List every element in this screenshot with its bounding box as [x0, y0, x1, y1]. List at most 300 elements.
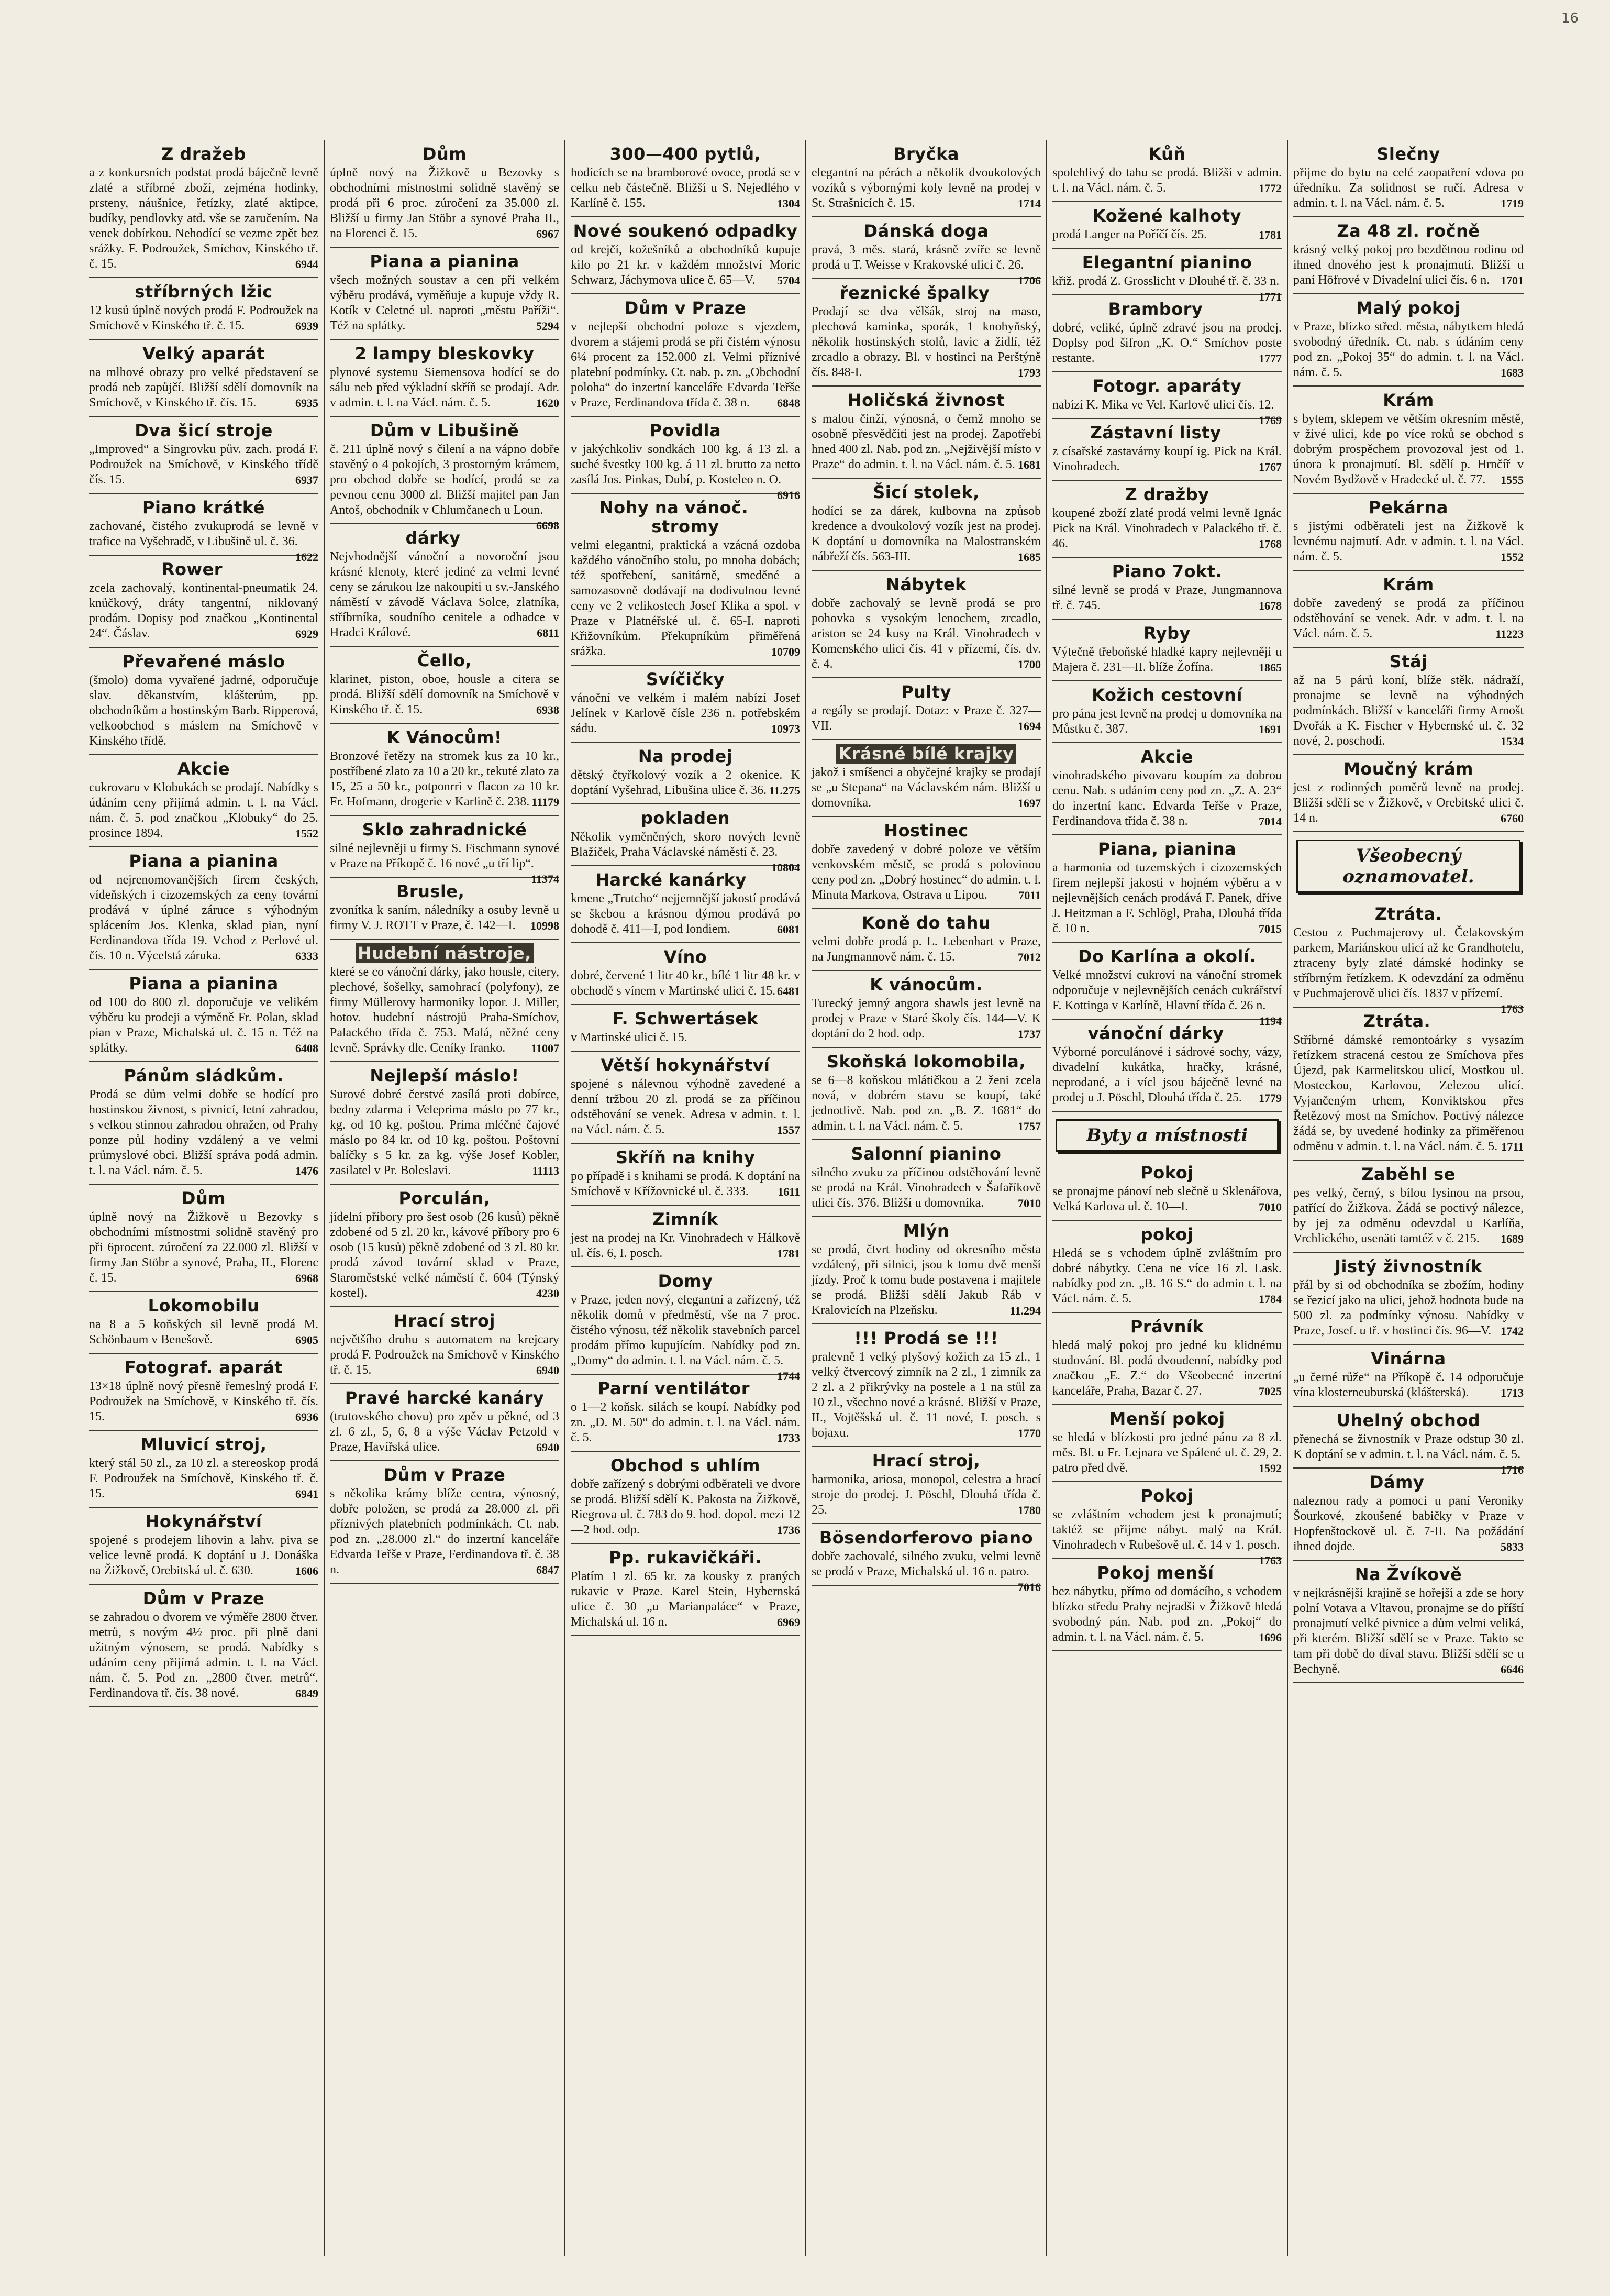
- ad-title: pokladen: [640, 808, 730, 828]
- classified-ad: [330, 417, 559, 532]
- classified-ad: [330, 1384, 559, 1461]
- ad-text: křiž. prodá Z. Grosslicht v Dlouhé tř. č. 33 n. 1771: [1052, 274, 1282, 303]
- ad-title: 2 lampy bleskovky: [354, 344, 535, 363]
- classified-ad: [571, 804, 800, 874]
- classified-ad: [1052, 620, 1282, 681]
- ad-text: až na 5 párů koní, blíže stěk. nádraží, pronajme se levně na výhodných podmínkách. Bližší v kanceláři firmy Arnošt Dvořák a K. Fischer v Hybernské ul. č. 32 nové, 2. poschodí. 1534: [1293, 674, 1524, 748]
- ad-text: zachované, čistého zvukuprodá se levně v trafice na Vyšehradě, v Libušině ul. č. 36. 1622: [89, 520, 318, 564]
- ad-title: Koně do tahu: [861, 913, 991, 933]
- ad-text: Výborné porculánové i sádrové sochy, vázy, divadelní kukátka, hračky, krásné, neprodané, a i vícl jsou báječně levné na prodej u J. Pöschl, Dlouhá třída č. 25. 1779: [1052, 1045, 1282, 1105]
- classified-ad: [812, 971, 1041, 1048]
- ad-number: 1781: [777, 1247, 800, 1260]
- ad-number: 11179: [531, 796, 559, 809]
- classified-ad: [1052, 1020, 1282, 1112]
- ad-number: 1694: [1018, 720, 1041, 733]
- ad-number: 1763: [1501, 1002, 1524, 1015]
- classified-ad: [812, 279, 1041, 387]
- classified-ad: [571, 666, 800, 743]
- ad-text: naleznou rady a pomoci u paní Veroniky Šourkové, zkoušené babičky v Praze v Hopfenštockově ul. č. 7-II. Na požádání ihned dojde. 5833: [1293, 1494, 1524, 1553]
- ad-number: 1701: [1501, 274, 1524, 287]
- ad-text: silné nejlevněji u firmy S. Fischmann synové v Praze na Příkopě č. 16 nové „u tří lip“. 11374: [330, 842, 559, 886]
- classified-ad: [1293, 571, 1524, 648]
- classified-ad: [89, 1508, 318, 1585]
- ad-number: 10998: [530, 919, 559, 932]
- ad-number: 1716: [1501, 1463, 1524, 1476]
- ad-title: Na Žvíkově: [1354, 1564, 1462, 1584]
- ad-text: největšího druhu s automatem na krejcary prodá F. Podroužek na Smíchově v Kinského tř. č. 15. 6940: [330, 1333, 559, 1377]
- classified-ad: [1293, 1469, 1524, 1561]
- ad-number: 1555: [1501, 473, 1524, 487]
- classified-ad: [812, 479, 1041, 571]
- classified-ad: [1293, 755, 1524, 832]
- ad-title: Za 48 zl. ročně: [1337, 221, 1480, 241]
- ad-title: Piano krátké: [142, 498, 265, 517]
- ad-title: Fotograf. aparát: [124, 1357, 283, 1377]
- column-1: [84, 140, 325, 2256]
- ad-title: Elegantní pianino: [1082, 252, 1252, 272]
- ad-title: Větší hokynářství: [601, 1055, 770, 1075]
- ad-number: 1769: [1259, 414, 1282, 427]
- ad-title: Bryčka: [893, 144, 959, 164]
- ad-text: se pronajme pánoví neb slečně u Sklenářova, Velká Karlova ul. č. 10—I. 7010: [1052, 1185, 1282, 1213]
- classified-ad: [330, 816, 559, 886]
- ad-title: Pekárna: [1369, 498, 1448, 517]
- ad-number: 6935: [295, 396, 318, 410]
- ad-number: 1620: [536, 396, 559, 410]
- classified-ad: [812, 571, 1041, 678]
- ad-title: Malý pokoj: [1356, 298, 1461, 318]
- classified-ad: [1052, 1313, 1282, 1405]
- classified-ad: [571, 1452, 800, 1544]
- ad-title: Svíčičky: [646, 669, 725, 689]
- column-4: [806, 140, 1047, 2256]
- ad-title: Piano 7okt.: [1112, 561, 1223, 581]
- ad-title: Pravé harcké kanáry: [345, 1388, 545, 1408]
- ad-text: harmonika, ariosa, monopol, celestra a hrací stroje do prodej. J. Pöschl, Dlouhá třída č. 25. 1780: [812, 1473, 1041, 1517]
- ad-title: Domy: [658, 1271, 713, 1291]
- ad-text: se zahradou o dvorem ve výměře 2800 čtver. metrů, s novým 4½ proc. při plně dani užitným výnosem, se prodá. Nabídky s udáním ceny přijímá admin. t. l. na Václ. nám. č. 5. Pod zn. „2800 čtver. metrů“. Ferdinandova tř. čís. 38 nové. 6849: [89, 1610, 318, 1700]
- ad-number: 1711: [1501, 1140, 1524, 1153]
- ad-title: Pp. rukavičkáři.: [609, 1548, 762, 1568]
- ad-title: Převařené máslo: [122, 652, 285, 671]
- column-5: [1047, 140, 1288, 2256]
- ad-number: 11.294: [1009, 1304, 1041, 1317]
- ad-number: 1713: [1501, 1386, 1524, 1399]
- ad-number: 7012: [1018, 951, 1041, 964]
- ad-text: 12 kusů úplně nových prodá F. Podroužek na Smíchově v Kinského tř. č. 15. 6939: [89, 304, 318, 333]
- classified-ad: [89, 556, 318, 648]
- ad-title: Zástavní listy: [1090, 423, 1222, 443]
- ad-title: Dámy: [1369, 1472, 1425, 1492]
- ad-number: 6760: [1501, 812, 1524, 825]
- ad-title: Dva šicí stroje: [135, 421, 273, 440]
- ad-number: 1611: [778, 1185, 800, 1198]
- classified-ad: [1052, 558, 1282, 620]
- ad-text: se hledá v blízkosti pro jedné pánu za 8 zl. měs. Bl. u Fr. Lejnara ve Spálené ul. č. 29, 2. patro před dvě. 1592: [1052, 1431, 1282, 1475]
- ad-text: kmene „Trutcho“ nejjemnější jakostí prodává se škebou a krásnou dýmou prodává po dohodě č. 411—I, pod londiem. 6081: [571, 892, 800, 936]
- ad-text: zvonítka k saním, náledníky a osuby levně u firmy V. J. ROTT v Praze, č. 142—I. 10998: [330, 903, 559, 932]
- ad-title: Ztráta.: [1363, 1011, 1431, 1031]
- ad-text: spolehlivý do tahu se prodá. Bližší v admin. t. l. na Václ. nám. č. 5. 1772: [1052, 166, 1282, 195]
- classified-ad: [812, 1217, 1041, 1324]
- ad-text: na mlhové obrazy pro velké představení se prodá neb zapůjčí. Bližší sdělí domovník na Smíchově, v Kinského tř. čís. 15. 6935: [89, 366, 318, 410]
- ad-title: Stáj: [1389, 652, 1428, 671]
- classified-columns: [84, 140, 1529, 2256]
- ad-text: dobře zachovalé, silného zvuku, velmi levně se prodá v Praze, Michalská ul. 16 n. patro. 7016: [812, 1550, 1041, 1594]
- ad-title: Pokoj: [1140, 1486, 1194, 1506]
- ad-text: od krejčí, kožešníků a obchodníků kupuje kilo po 21 kr. v každém množství Moric Schwarz, Jáchymova ulice č. 65—V. 5704: [571, 243, 800, 287]
- ad-number: 1780: [1018, 1504, 1041, 1517]
- classified-ad: [571, 943, 800, 1005]
- ad-number: 6944: [295, 258, 318, 271]
- classified-ad: [1293, 1253, 1524, 1345]
- ad-number: 1476: [295, 1164, 318, 1177]
- ad-title: Do Karlína a okolí.: [1078, 946, 1257, 966]
- classified-ad: [812, 909, 1041, 971]
- ad-title: Piana a pianina: [370, 251, 519, 271]
- ad-text: se prodá, čtvrt hodiny od okresního města vzdálený, při silnici, jsou k tomu dvě menší jízdy. Proč k tomu bude postavena i majitele se prodá. Bližší sdělí Jakub Ráb v Kralovicích na Plzeňsku. 11.294: [812, 1243, 1041, 1317]
- ad-text: jest na prodej na Kr. Vinohradech v Hálkově ul. čís. 6, I. posch. 1781: [571, 1231, 800, 1260]
- classified-ad: [89, 847, 318, 970]
- ad-text: dobře zachovalý se levně prodá se pro pohovka s vysokým lenochem, zrcadlo, ariston se 24 kusy na Král. Vinohradech v Komenského ulici čís. 41 v přízemí, čís. dv. č. 4. 1700: [812, 597, 1041, 671]
- ad-title: Akcie: [1140, 747, 1194, 767]
- classified-ad: [1052, 1482, 1282, 1567]
- classified-ad: [1052, 743, 1282, 835]
- classified-ad: [1052, 202, 1282, 249]
- ad-text: krásný velký pokoj pro bezdětnou rodinu od ihned dnového jest k pronajmutí. Bližší u paní Höfrové v Divadelní ulici čís. 6 n. 1701: [1293, 243, 1524, 287]
- classified-ad: [1052, 249, 1282, 303]
- classified-ad: [812, 740, 1041, 817]
- ad-number: 6646: [1501, 1663, 1524, 1676]
- ad-title: Dům v Libušině: [370, 421, 519, 440]
- ad-number: 5294: [536, 319, 559, 333]
- ad-number: 6929: [295, 627, 318, 641]
- ad-title: Slečny: [1376, 144, 1440, 164]
- ad-title: Krásné bílé krajky: [812, 744, 1041, 763]
- ad-text: v nejkrásnější krajině se hořejší a zde se hory polní Votava a Vltavou, pronajme se do příští pronajmutí velké pivnice a dům velmi veliká, při kterém. Bližší sdělí se v Praze. Takto se tam při době do díval stavu. Bližší sdělí se u Bechyně. 6646: [1293, 1586, 1524, 1676]
- ad-title: K vánocům.: [870, 975, 983, 995]
- ad-text: velmi elegantní, praktická a vzácná ozdoba každého vánočního stolu, po mnoha dobách; též spotřebení, sanitárně, smeděné a samozasovně dodávají na dodivulnou levné ceny ve 2 velikostech Josef Klika a spol. v Praze v Platnéřské ul. č. 65-I. naproti Křižovníkům. Překupníkům přiměřená srážka. 10709: [571, 538, 800, 658]
- ad-text: se 6—8 koňskou mlátičkou a 2 ženi zcela nová, v dobrém stavu se koupí, také jednotlivě. Nab. pod zn. „B. Z. 1681“ do admin. t. l. na Václ. nám. č. 5. 1757: [812, 1074, 1041, 1133]
- ad-text: v Praze, blízko střed. města, nábytkem hledá svobodný úředník. Ct. nab. s údáním ceny pod zn. „Pokoj 35“ do admin. t. l. na Václ. nám. č. 5. 1683: [1293, 320, 1524, 379]
- ad-number: 1557: [777, 1123, 800, 1136]
- ad-number: 6849: [295, 1687, 318, 1700]
- ad-number: 1683: [1501, 366, 1524, 379]
- ad-title: Z dražby: [1125, 484, 1209, 504]
- ad-number: 6408: [295, 1042, 318, 1055]
- ad-number: 6938: [536, 703, 559, 716]
- ad-text: „u černé růže“ na Příkopě č. 14 odporučuje vína klosterneuburská (klášterská). 1713: [1293, 1371, 1524, 1399]
- ad-title: Dům v Praze: [383, 1465, 506, 1485]
- ad-number: 1194: [1259, 1014, 1282, 1028]
- ad-number: 1700: [1018, 658, 1041, 671]
- ad-title: Pánům sládkům.: [124, 1066, 284, 1086]
- ad-number: 1737: [1018, 1028, 1041, 1041]
- ad-number: 11113: [532, 1164, 559, 1177]
- ad-text: s bytem, sklepem ve větším okresním městě, v živé ulici, kde po více roků se obchod s dobrým prospěchem provozoval jest od 1. února k pronajmutí. Bl. sdělí p. Hrnčíř v Novém Bydžově v Hradecké ul. č. 77. 1555: [1293, 412, 1524, 487]
- ad-title: Krám: [1383, 390, 1434, 410]
- ad-title: Brusle,: [396, 881, 465, 901]
- ad-text: a z konkursních podstat prodá báječně levně zlaté a stříbrné zboží, zejména hodinky, prsteny, náušnice, řetízky, zlaté aktipce, budíky, pendlovky atd. vše se zaručením. Na venek dobírkou. Nehodící se vezme zpět bez srážky. F. Podroužek, Smíchov, Kinského tř. č. 15. 6944: [89, 166, 318, 271]
- classified-ad: [1052, 835, 1282, 943]
- classified-ad: [1293, 1407, 1524, 1476]
- classified-ad: [1293, 1345, 1524, 1407]
- ad-title: Mlýn: [903, 1221, 950, 1241]
- ad-number: 10973: [771, 722, 800, 735]
- classified-ad: [89, 1585, 318, 1707]
- ad-number: 6081: [777, 923, 800, 936]
- ad-title: Mluvicí stroj,: [140, 1434, 267, 1454]
- ad-title: Pokoj: [1140, 1163, 1194, 1183]
- ad-number: 7010: [1018, 1197, 1041, 1210]
- classified-ad: [330, 1185, 559, 1307]
- ad-text: (šmolo) doma vyvařené jadrné, odporučuje slav. děkanstvím, klášterům, pp. obchodníkům a hostinským Barb. Ripperová, velkoobchod s máslem na Smíchově v Kinského třídě.: [89, 674, 318, 748]
- ad-title: Kožich cestovní: [1092, 685, 1242, 705]
- ad-title: K Vánocům!: [387, 727, 502, 747]
- ad-number: 1552: [295, 827, 318, 840]
- ad-text: s jistými odběrateli jest na Žižkově k levnému najmutí. Adr. v admin. t. l. na Václ. nám. č. 5. 1552: [1293, 520, 1524, 564]
- ad-number: 6940: [536, 1364, 559, 1377]
- classified-ad: [330, 724, 559, 816]
- classified-ad: [330, 1307, 559, 1384]
- ad-title: Víno: [663, 947, 707, 967]
- ad-number: 7015: [1259, 922, 1282, 935]
- column-6: [1288, 140, 1529, 2256]
- ad-text: přál by si od obchodníka se zbožím, hodiny se řezicí jako na ulici, jehož hodnota bude na 500 zl. za podmínky výnosu. Nabídky v Praze, Josef. u tř. v hostinci čís. 96—V. 1742: [1293, 1278, 1524, 1338]
- classified-ad: [1293, 1008, 1524, 1161]
- ad-title: Nové soukenó odpadky: [573, 221, 798, 241]
- ad-number: 1779: [1259, 1091, 1282, 1105]
- ad-number: 7010: [1259, 1200, 1282, 1213]
- ad-title: Hostinec: [884, 821, 969, 841]
- column-2: [325, 140, 565, 2256]
- ad-number: 1742: [1501, 1324, 1524, 1338]
- ad-number: 6916: [777, 489, 800, 502]
- ad-number: 11223: [1495, 627, 1524, 641]
- ad-text: hodící se za dárek, kulbovna na způsob kredence a dvoukolový vozík jest na prodej. K doptání u domovníka na Malostranském nábřeží čís. 563-III. 1685: [812, 504, 1041, 564]
- ad-text: (trutovského chovu) pro zpěv u pěkné, od 3 zl. 6 zl., 5, 6, 8 a výše Václav Petzold v Praze, Havířská ulice. 6940: [330, 1410, 559, 1454]
- ad-number: 6481: [777, 985, 800, 998]
- classified-ad: [330, 140, 559, 248]
- ad-title: Holičská živnost: [847, 390, 1005, 410]
- classified-ad: [1293, 217, 1524, 294]
- ad-text: Turecký jemný angora shawls jest levně na prodej v Praze v Staré školy čís. 144—V. K doptání do 2 hod. odp. 1737: [812, 997, 1041, 1041]
- classified-ad: [1052, 943, 1282, 1028]
- ad-text: s malou činží, výnosná, o čemž mnoho se osobně přesvědčiti jest na prodej. Zapotřebí hned 400 zl. Nab. pod zn. „Nejživější místo v Praze“ do admin. t. l. na Václ. nám. č. 5. 1681: [812, 412, 1041, 471]
- classified-ad: [89, 1354, 318, 1431]
- classified-ad: [1052, 419, 1282, 481]
- ad-text: přenechá se živnostník v Praze odstup 30 zl. K doptání se v admin. t. l. na Václ. nám. č. 5. 1716: [1293, 1432, 1524, 1476]
- ad-number: 1706: [1018, 274, 1041, 287]
- ad-title: Hokynářství: [145, 1511, 262, 1531]
- classified-ad: [571, 217, 800, 294]
- ad-title: Rower: [161, 559, 223, 579]
- ad-number: 1784: [1259, 1293, 1282, 1306]
- ad-number: 7011: [1018, 889, 1041, 902]
- classified-ad: [1052, 1159, 1282, 1221]
- ad-title: dárky: [405, 528, 461, 548]
- ad-text: Cestou z Puchmajerovy ul. Čelakovským parkem, Mariánskou ulicí až ke Grandhotelu, ztraceny byly zlaté dámské hodinky se stříbrným řetízkem. K odevzdání za odměnu v Puchmajerově ulici čís. 1837 v přízemí. 1763: [1293, 926, 1524, 1015]
- ad-number: 1793: [1018, 366, 1041, 379]
- ad-text: jakož i smíšenci a obyčejné krajky se prodají se „u Stepana“ na Václavském nám. Bližší u domovníka. 1697: [812, 766, 1041, 810]
- ad-text: přijme do bytu na celé zaopatření vdova po úředníku. Za solidnost se ručí. Adresa v admin. t. l. na Václ. nám. č. 5. 1719: [1293, 166, 1524, 210]
- ad-title: Zimník: [652, 1209, 718, 1229]
- ad-text: klarinet, piston, oboe, housle a citera se prodá. Bližší sdělí domovník na Smíchově v Kinského tř. č. 15. 6938: [330, 672, 559, 716]
- ad-title: vánoční dárky: [1087, 1023, 1224, 1043]
- ad-text: úplně nový na Žižkově u Bezovky s obchodními místnostmi solidně stavěný se prodá při 6 proc. zúročení za 35.000 zl. Bližší u firmy Jan Stöbr a synové Praha II., na Florenci č. 15. 6967: [330, 166, 559, 240]
- classified-ad: [89, 1431, 318, 1508]
- classified-ad: [1293, 140, 1524, 217]
- ad-title: Akcie: [177, 759, 230, 779]
- section-header-byty: Byty a místnosti: [1056, 1119, 1279, 1152]
- ad-title: Na prodej: [638, 746, 733, 766]
- classified-ad: [1052, 481, 1282, 558]
- ad-text: prodá Langer na Poříčí čís. 25. 1781: [1052, 228, 1282, 241]
- ad-title: Pulty: [901, 682, 951, 702]
- classified-ad: [571, 417, 800, 502]
- ad-number: 1763: [1259, 1554, 1282, 1567]
- classified-ad: [89, 340, 318, 417]
- ad-number: 7025: [1259, 1385, 1282, 1398]
- ad-number: 6698: [536, 519, 559, 532]
- classified-ad: [1052, 1221, 1282, 1313]
- classified-ad: [330, 647, 559, 724]
- classified-ad: [571, 294, 800, 417]
- ad-text: v jakýchkoliv sondkách 100 kg. á 13 zl. a suché švestky 100 kg. á 11 zl. brutto za netto zasílá Jos. Pinkas, Dubí, p. Kosteleo n. O. 6916: [571, 443, 800, 502]
- ad-title: Nábytek: [886, 575, 967, 594]
- ad-number: 1696: [1259, 1631, 1282, 1644]
- ad-text: spojené s prodejem lihovin a lahv. piva se velice levně prodá. K doptání u J. Donáška na Žižkově, Orebitská ul. č. 630. 1606: [89, 1533, 318, 1577]
- ad-number: 6936: [295, 1410, 318, 1423]
- ad-title: Šicí stolek,: [873, 482, 980, 502]
- classified-ad: [1052, 681, 1282, 743]
- ad-title: Obchod s uhlím: [610, 1455, 760, 1475]
- ad-text: spojené s nálevnou výhodně zavedené a denní tržbou 20 zl. prodá se za příčinou odstěhování se venek. Adresa v admin. t. l. na Václ. nám. č. 5. 1557: [571, 1077, 800, 1136]
- ad-number: 1304: [777, 197, 800, 210]
- ad-number: 1681: [1018, 458, 1041, 471]
- ad-title: Lokomobilu: [148, 1296, 260, 1316]
- classified-ad: [1293, 294, 1524, 387]
- classified-ad: [571, 866, 800, 943]
- ad-text: Prodají se dva vělšák, stroj na maso, plechová kaminka, sporák, 1 knohyňský, několik hostinských stolů, lavic a židlí, též zrcadlo a obrazy. Bl. v hostinci na Perštýně čís. 848-I. 1793: [812, 305, 1041, 379]
- ad-text: Prodá se dům velmi dobře se hodící pro hostinskou živnost, s pivnicí, letní zahradou, s velkou stinnou zahradou ohražen, od Prahy ponze půl hodiny vzdálený a ve velmi průmyslové obci. Bližší správa podá admin. t. l. na Václ. nám. č. 5. 1476: [89, 1088, 318, 1177]
- ad-text: velmi dobře prodá p. L. Lebenhart v Praze, na Jungmannově nám. č. 15. 7012: [812, 935, 1041, 964]
- classified-ad: [571, 1206, 800, 1267]
- ad-title: Skříň na knihy: [615, 1147, 756, 1167]
- ad-title: Krám: [1383, 575, 1434, 594]
- ad-title: pokoj: [1140, 1224, 1194, 1244]
- ad-number: 1736: [777, 1524, 800, 1537]
- ad-title: Dánská doga: [863, 221, 989, 241]
- classified-ad: [812, 217, 1041, 287]
- ad-text: nabízí K. Mika ve Vel. Karlově ulici čís. 12. 1769: [1052, 398, 1282, 427]
- ad-number: 7014: [1259, 815, 1282, 828]
- ad-text: jest z rodinných poměrů levně na prodej. Bližší sdělí se v Žižkově, v Orebitské ulici č. 14 n. 6760: [1293, 781, 1524, 825]
- ad-text: od 100 do 800 zl. doporučuje ve velikém výběru ku prodeji a výměně Fr. Polan, sklad pian v Praze, Michalská ul. č. 15 n. Též na splátky. 6408: [89, 996, 318, 1055]
- ad-text: plynové systemu Siemensova hodící se do sálu neb před výkladní skříň se prodají. Adr. v admin. t. l. na Václ. nám. č. 5. 1620: [330, 366, 559, 410]
- ad-text: z císařské zastavárny koupí ig. Pick na Král. Vinohradech. 1767: [1052, 445, 1282, 473]
- ad-number: 11374: [531, 873, 559, 886]
- ad-number: 1691: [1259, 723, 1282, 736]
- ad-title: Porculán,: [398, 1188, 491, 1208]
- classified-ad: [1293, 1161, 1524, 1253]
- ad-text: zcela zachovalý, kontinental-pneumatik 24. knůčkový, dráty tangentní, niklovaný prodám. Dopisy pod značkou „Kontinental 24“. Čáslav. 6929: [89, 581, 318, 641]
- ad-text: Výtečně třeboňské hladké kapry nejlevněji u Majera č. 231—II. blíže Žofína. 1865: [1052, 645, 1282, 674]
- section-header-vseobecny: Všeobecný oznamovatel.: [1296, 840, 1520, 893]
- ad-text: Bronzové řetězy na stromek kus za 10 kr., postříbené zlato za 10 a 20 kr., tekuté zlato za 15, 25 a 50 kr., potponrri v flacon za 10 kr. Fr. Hofmann, drogerie v Karlině č. 238. 11179: [330, 749, 559, 809]
- ad-number: 10709: [771, 645, 800, 658]
- classified-ad: [1052, 372, 1282, 427]
- ad-text: silné levně se prodá v Praze, Jungmannova tř. č. 745. 1678: [1052, 583, 1282, 612]
- ad-text: v Praze, jeden nový, elegantní a zařízený, též několik domů v předměstí, vše na 7 proc. čistého výnosu, též několik stavebních parcel prodám přímo kupujícím. Nabídky pod zn. „Domy“ do admin. t. l. na Václ. nám. č. 5. 1744: [571, 1293, 800, 1383]
- ad-title: Moučný krám: [1343, 759, 1473, 779]
- ad-number: 1777: [1259, 352, 1282, 365]
- column-3: [565, 140, 806, 2256]
- ad-number: 1770: [1018, 1427, 1041, 1440]
- ad-text: Několik vyměněných, skoro nových levně Blažíček, Praha Václavské náměstí č. 23. 10804: [571, 830, 800, 874]
- ad-number: 1771: [1259, 290, 1282, 303]
- ad-number: 6939: [295, 319, 318, 333]
- ad-number: 1772: [1259, 182, 1282, 195]
- ad-number: 5833: [1501, 1540, 1524, 1553]
- classified-ad: [812, 387, 1041, 479]
- ad-title: Ryby: [1143, 623, 1191, 643]
- classified-ad: [330, 878, 559, 940]
- classified-ad: [330, 940, 559, 1062]
- ad-text: od nejrenomovanějších firem českých, vídeňských i cizozemských za ceny tovární prodává v úplné záruce s výhodným splácením Jos. Klenka, sklad pian, nyní Ferdinandova třída 19. Vchod z Perlové ul. čís. 10 n. Výcelstá záruka. 6333: [89, 873, 318, 963]
- ad-number: 1744: [777, 1370, 800, 1383]
- ad-text: Hledá se s vchodem úplně zvláštním pro dobré nábytky. Cena ne více 16 zl. Lask. nabídky pod zn. „B. 16 S.“ do admin t. l. na Václ. nám. č. 5. 1784: [1052, 1246, 1282, 1306]
- ad-number: 1714: [1018, 197, 1041, 210]
- classified-ad: [571, 1144, 800, 1206]
- classified-ad: [571, 1052, 800, 1144]
- ad-text: Stříbrné dámské remontoárky s vysazím řetízkem stracená cestou ze Smíchova přes Újezd, pak Karmelitskou ulicí, Mostkou ul. Mosteckou, Karlovou, Zelezou ulicí. Vyjančeným trhem, Konviktskou přes Řetězový most na Smíchov. Poctivý nálezce žádá se, by uvedené hodinky za přiměřenou odměnu v admin. t. l. na Václ. nám. č. 5. 1711: [1293, 1033, 1524, 1153]
- ad-number: 6941: [295, 1487, 318, 1500]
- ad-title: Hrací stroj,: [872, 1451, 981, 1471]
- ad-text: koupené zboží zlaté prodá velmi levně Ignác Pick na Král. Vinohradech v Palackého tř. č. 46. 1768: [1052, 506, 1282, 550]
- ad-number: 6905: [295, 1333, 318, 1346]
- ad-text: po případě i s knihami se prodá. K doptání na Smíchově v Křížovnické ul. č. 333. 1611: [571, 1169, 800, 1198]
- ad-title: Nohy na vánoč. stromy: [599, 498, 749, 536]
- ad-text: dobře zařízený s dobrými odběrateli ve dvore se prodá. Bližší sdělí K. Pakosta na Žižkově, Riegrova ul. č. 783 do 9. hod. dopol. mezi 12—2 hod. odp. 1736: [571, 1477, 800, 1537]
- ad-text: a harmonia od tuzemských i cizozemských firem nejlepší jakosti v hojném výběru a v nejlevnějších cenách prodává F. Panek, dříve J. Heitzman a F. Schlögl, Praha, Dlouhá třída č. 10 n. 7015: [1052, 861, 1282, 935]
- ad-title: Vinárna: [1371, 1349, 1446, 1368]
- ad-text: 13×18 úplně nový přesně řemeslný prodá F. Podroužek na Smíchově, v Kinského tř. čís. 15. 6936: [89, 1379, 318, 1423]
- ad-number: 1622: [295, 550, 318, 564]
- classified-ad: [812, 1048, 1041, 1140]
- ad-title: Hrací stroj: [394, 1311, 495, 1331]
- classified-ad: [812, 817, 1041, 909]
- ad-text: o 1—2 koňsk. silách se koupí. Nabídky pod zn. „D. M. 50“ do admin. t. l. na Václ. nám. č. 5. 1733: [571, 1400, 800, 1444]
- ad-title: Hudební nástroje,: [330, 944, 559, 963]
- ad-number: 1678: [1259, 599, 1282, 612]
- classified-ad: [89, 417, 318, 494]
- ad-number: 5704: [777, 274, 800, 287]
- ad-number: 1757: [1018, 1120, 1041, 1133]
- classified-ad: [330, 1461, 559, 1584]
- classified-ad: [812, 140, 1041, 217]
- classified-ad: [1293, 648, 1524, 755]
- ad-title: Fotogr. aparáty: [1092, 376, 1242, 396]
- ad-text: v nejlepší obchodní poloze s vjezdem, dvorem a stájemi prodá se při čistém výnosu 6¼ procent za 152.000 zl. Velmi příznivé platební podmínky. Ct. nab. p. zn. „Obchodní poloha“ do inzertní kanceláře Edvarda Teřše v Praze, Ferdinandova třída č. 38 n. 6848: [571, 320, 800, 410]
- ad-title: Kůň: [1148, 144, 1186, 164]
- ad-title: Z dražeb: [161, 144, 246, 164]
- classified-ad: [571, 494, 800, 666]
- ad-number: 6333: [295, 950, 318, 963]
- ad-title: Harcké kanárky: [595, 870, 747, 890]
- ad-text: v Martinské ulici č. 15.: [571, 1031, 687, 1044]
- classified-ad: [812, 1524, 1041, 1594]
